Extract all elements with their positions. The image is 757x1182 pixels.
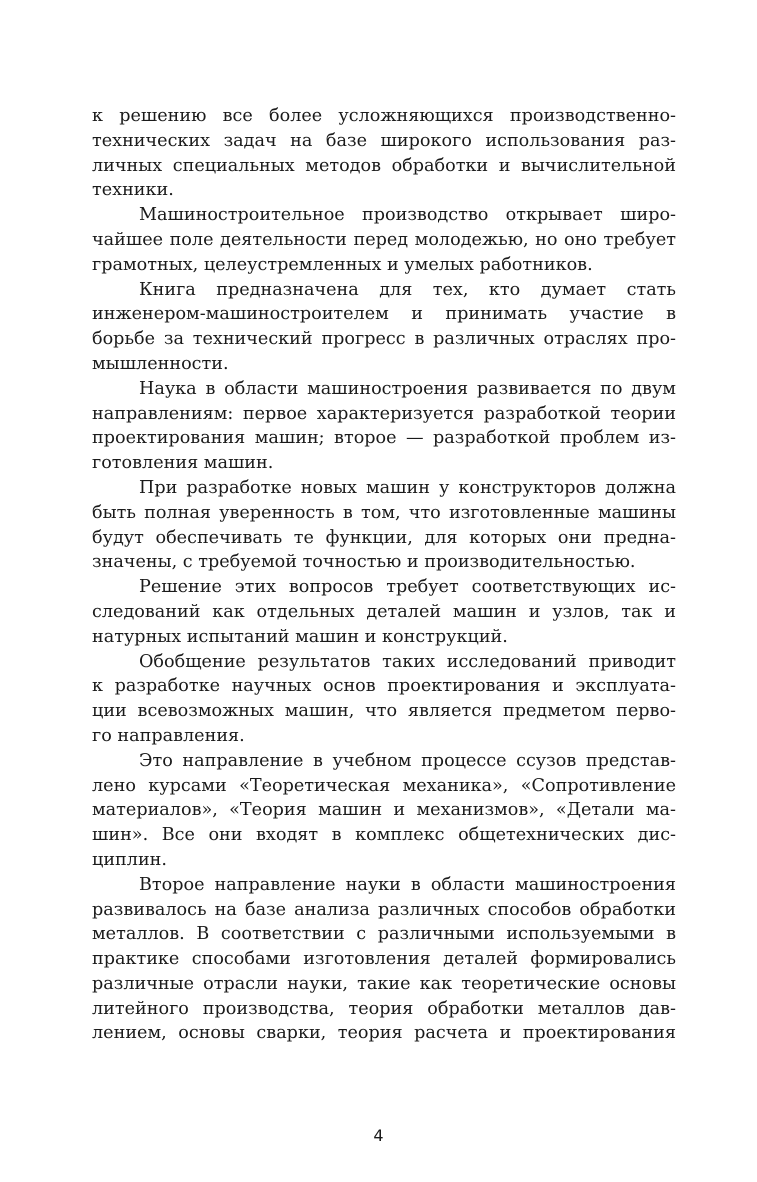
text-line: техники. xyxy=(92,180,174,201)
text-line: грамотных, целеустремленных и умелых работников. xyxy=(92,254,593,275)
text-line: Решение этих вопросов требует соответствующих ис- xyxy=(139,577,676,598)
text-line: практике способами изготовления деталей формировались xyxy=(92,949,676,970)
text-line: технических задач на базе широкого использования раз- xyxy=(92,130,676,151)
text-line: лением, основы сварки, теория расчета и проектирования xyxy=(92,1023,676,1044)
text-line: борьбе за технический прогресс в различных отраслях про- xyxy=(92,329,676,350)
text-line: металлов. В соответствии с различными используемыми в xyxy=(92,924,676,945)
text-line: готовления машин. xyxy=(92,453,274,474)
text-line: к решению все более усложняющихся производственно- xyxy=(92,106,676,126)
body-text xyxy=(92,104,676,1046)
text-line: материалов», «Теория машин и механизмов», «Детали ма- xyxy=(92,800,676,821)
text-line: различные отрасли науки, такие как теоретические основы xyxy=(92,973,676,994)
text-line: го направления. xyxy=(92,725,245,746)
text-line: При разработке новых машин у конструкторов должна xyxy=(139,477,676,498)
text-line: ции всевозможных машин, что является предметом перво- xyxy=(92,701,676,722)
text-line: инженером-машиностроителем и принимать участие в xyxy=(92,304,676,325)
text-line: развивалось на базе анализа различных способов обработки xyxy=(92,899,676,920)
text-line: проектирования машин; второе — разработкой проблем из- xyxy=(92,428,676,449)
text-line: Второе направление науки в области машиностроения xyxy=(139,874,676,895)
text-line: Это направление в учебном процессе ссузов представ- xyxy=(139,750,676,771)
text-line: Книга предназначена для тех, кто думает стать xyxy=(139,279,676,300)
text-line: личных специальных методов обработки и вычислительной xyxy=(92,155,676,176)
text-line: направлениям: первое характеризуется разработкой теории xyxy=(92,403,676,424)
text-line: чайшее поле деятельности перед молодежью, но оно требует xyxy=(92,229,676,250)
text-line: будут обеспечивать те функции, для которых они предна- xyxy=(92,527,676,548)
text-line: Машиностроительное производство открывает широ- xyxy=(139,205,676,226)
text-line: натурных испытаний машин и конструкций. xyxy=(92,626,508,647)
text-line: Обобщение результатов таких исследований приводит xyxy=(139,651,676,672)
text-line: быть полная уверенность в том, что изготовленные машины xyxy=(92,502,676,523)
text-line: шин». Все они входят в комплекс общетехнических дис- xyxy=(92,825,676,846)
text-line: значены, с требуемой точностью и производительностью. xyxy=(92,552,636,573)
text-line: циплин. xyxy=(92,849,167,870)
text-line: Наука в области машиностроения развивается по двум xyxy=(139,378,676,399)
text-line: следований как отдельных деталей машин и узлов, так и xyxy=(92,601,676,622)
page-number: 4 xyxy=(373,1126,384,1145)
text-line: мышленности. xyxy=(92,353,229,374)
text-line: лено курсами «Теоретическая механика», «Сопротивление xyxy=(92,775,676,796)
text-line: литейного производства, теория обработки металлов дав- xyxy=(92,998,676,1019)
text-line: к разработке научных основ проектирования и эксплуата- xyxy=(92,676,676,697)
